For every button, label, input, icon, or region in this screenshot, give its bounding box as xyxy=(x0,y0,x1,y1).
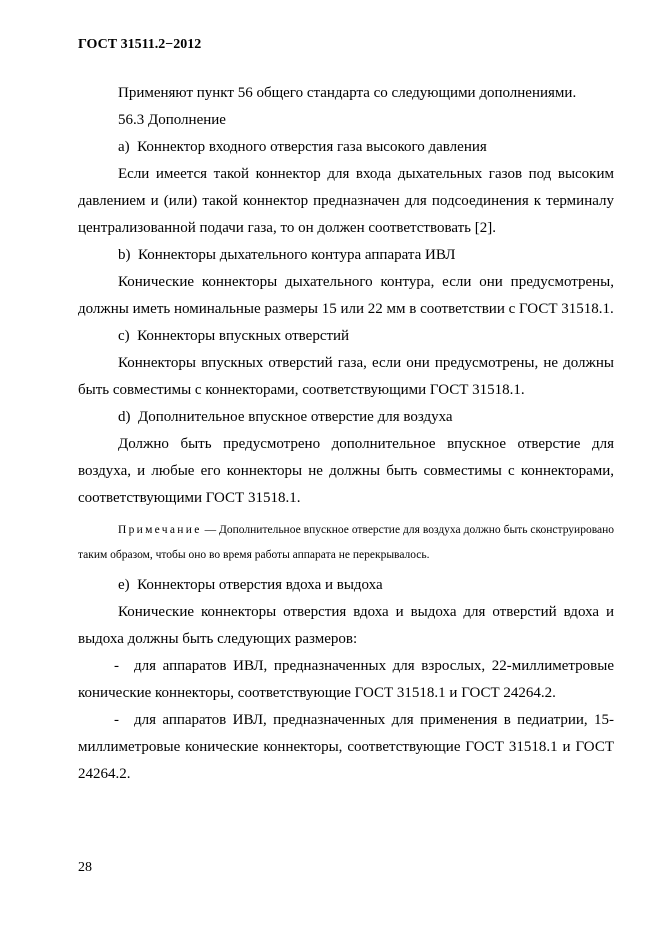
item-e-heading: e) Коннекторы отверстия вдоха и выдоха xyxy=(118,577,383,593)
item-c-heading: c) Коннекторы впускных отверстий xyxy=(118,328,350,344)
item-b-heading: b) Коннекторы дыхательного контура аппарата ИВЛ xyxy=(118,247,456,263)
item-a-heading: a) Коннектор входного отверстия газа высокого давления xyxy=(118,139,487,155)
paragraph-intro: Применяют пункт 56 общего стандарта со следующими дополнениями. xyxy=(118,85,577,101)
list-item-pediatrics: - для аппаратов ИВЛ, предназначенных для применения в педиатрии, 15-миллиметровые конические коннекторы, соответствующие ГОСТ 31518.1 и ГОСТ 24264.2. xyxy=(78,712,614,782)
item-d-heading: d) Дополнительное впускное отверстие для воздуха xyxy=(118,409,453,425)
list-item-adults: - для аппаратов ИВЛ, предназначенных для взрослых, 22-миллиметровые конические коннекторы, соответствующие ГОСТ 31518.1 и ГОСТ 24264.2. xyxy=(78,658,614,701)
item-b-text: Конические коннекторы дыхательного контура, если они предусмотрены, должны иметь номинальные размеры 15 или 22 мм в соответствии с ГОСТ 31518.1. xyxy=(78,274,614,317)
section-heading: 56.3 Дополнение xyxy=(118,112,226,128)
document-header: ГОСТ 31511.2−2012 xyxy=(78,37,202,52)
item-e-text: Конические коннекторы отверстия вдоха и выдоха для отверстий вдоха и выдоха должны быть следующих размеров: xyxy=(78,604,614,647)
page-number: 28 xyxy=(78,860,92,875)
item-c-text: Коннекторы впускных отверстий газа, если они предусмотрены, не должны быть совместимы с коннекторами, соответствующими ГОСТ 31518.1. xyxy=(78,355,614,398)
item-a-text: Если имеется такой коннектор для входа дыхательных газов под высоким давлением и (или) такой коннектор предназначен для подсоединения к терминалу централизованной подачи газа, то он должен соответствовать [2]. xyxy=(78,166,614,236)
page-body xyxy=(78,80,614,788)
note-text: — Дополнительное впускное отверстие для воздуха должно быть сконструировано таким образом, чтобы оно во время работы аппарата не перекрывалось. xyxy=(78,524,614,561)
note-label: Примечание xyxy=(118,524,202,536)
item-d-text: Должно быть предусмотрено дополнительное впускное отверстие для воздуха, и любые его коннекторы не должны быть совместимы с коннекторами, соответствующими ГОСТ 31518.1. xyxy=(78,436,614,506)
note xyxy=(78,518,614,568)
